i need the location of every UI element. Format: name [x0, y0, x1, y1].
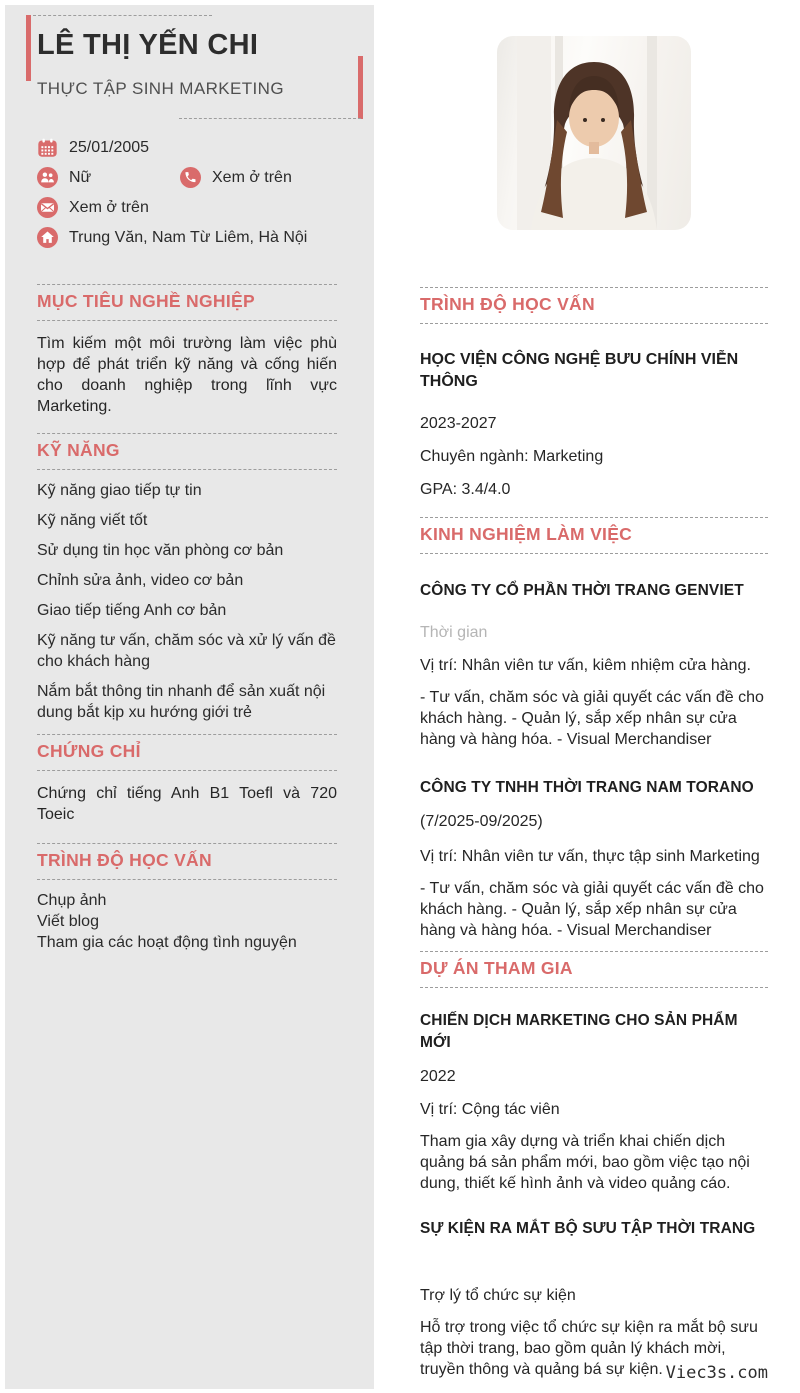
- contact-info: [37, 137, 337, 248]
- objective-heading-block: [37, 284, 337, 321]
- experience-company: CÔNG TY CỔ PHẦN THỜI TRANG GENVIET: [420, 582, 744, 599]
- profile-photo: [497, 36, 691, 230]
- skill-item: Kỹ năng tư vấn, chăm sóc và xử lý vấn đề cho khách hàng: [37, 632, 336, 670]
- right-column: [374, 0, 800, 1393]
- project-time: [420, 1252, 768, 1273]
- education-school: HỌC VIỆN CÔNG NGHỆ BƯU CHÍNH VIỄN THÔNG: [420, 351, 739, 390]
- contact-row-dob: [37, 137, 337, 158]
- section-objective: [37, 284, 337, 417]
- gender-value: Nữ: [69, 168, 92, 186]
- projects-heading-block: [420, 951, 768, 988]
- calendar-icon: [37, 137, 58, 158]
- mail-icon: [37, 197, 58, 218]
- interest-item: Tham gia các hoạt động tình nguyện: [37, 934, 297, 951]
- section-interests: [37, 843, 337, 953]
- certificates-heading-block: [37, 734, 337, 771]
- experience-description: - Tư vấn, chăm sóc và giải quyết các vấn đề cho khách hàng. - Quản lý, sắp xếp nhân sự cửa hàng và hàng hóa. - Visual Merchandiser: [420, 880, 764, 939]
- header-accent-bar-right: [358, 56, 363, 119]
- email-value: Xem ở trên: [69, 198, 149, 216]
- section-education: [420, 287, 768, 500]
- skill-item: Kỹ năng viết tốt: [37, 512, 148, 529]
- contact-cell-gender: [37, 167, 180, 188]
- interest-item: Viết blog: [37, 913, 99, 930]
- contact-row-email: [37, 197, 337, 218]
- education-heading: TRÌNH ĐỘ HỌC VẤN: [420, 294, 595, 314]
- interests-heading: TRÌNH ĐỘ HỌC VẤN: [37, 850, 212, 870]
- skill-item: Chỉnh sửa ảnh, video cơ bản: [37, 572, 244, 589]
- project-title: SỰ KIỆN RA MẮT BỘ SƯU TẬP THỜI TRANG: [420, 1220, 756, 1237]
- skills-heading-block: [37, 433, 337, 470]
- project-entry: [420, 1218, 768, 1380]
- left-panel: [5, 5, 374, 1389]
- experience-company: CÔNG TY TNHH THỜI TRANG NAM TORANO: [420, 779, 754, 796]
- people-icon: [37, 167, 58, 188]
- objective-heading: MỤC TIÊU NGHỀ NGHIỆP: [37, 291, 255, 311]
- section-projects: [420, 951, 768, 1380]
- education-major: Chuyên ngành: Marketing: [420, 448, 604, 465]
- phone-icon: [180, 167, 201, 188]
- projects-heading: DỰ ÁN THAM GIA: [420, 958, 573, 978]
- skill-item: Kỹ năng giao tiếp tự tin: [37, 482, 202, 499]
- experience-heading-block: [420, 517, 768, 554]
- dob-value: 25/01/2005: [69, 138, 150, 156]
- experience-position: Vị trí: Nhân viên tư vấn, thực tập sinh Marketing: [420, 848, 760, 865]
- education-years: 2023-2027: [420, 415, 497, 432]
- contact-cell-phone: [180, 167, 292, 188]
- experience-time: (7/2025-09/2025): [420, 813, 543, 830]
- project-entry: [420, 1010, 768, 1194]
- project-position: Vị trí: Cộng tác viên: [420, 1101, 560, 1118]
- home-icon: [37, 227, 58, 248]
- experience-entry: [420, 777, 768, 941]
- skills-heading: KỸ NĂNG: [37, 440, 120, 460]
- education-heading-block: [420, 287, 768, 324]
- phone-value: Xem ở trên: [212, 168, 292, 186]
- contact-row-gender-phone: [37, 167, 337, 188]
- person-job-title: THỰC TẬP SINH MARKETING: [37, 79, 284, 98]
- header-dash-top: [28, 15, 212, 16]
- certificates-heading: CHỨNG CHỈ: [37, 741, 141, 761]
- project-position: Trợ lý tổ chức sự kiện: [420, 1287, 576, 1304]
- header: [5, 15, 374, 119]
- interests-list: [37, 890, 337, 953]
- skill-item: Nắm bắt thông tin nhanh để sản xuất nội dung bắt kịp xu hướng giới trẻ: [37, 683, 326, 721]
- project-time: 2022: [420, 1068, 456, 1085]
- experience-position: Vị trí: Nhân viên tư vấn, kiêm nhiệm cửa hàng.: [420, 657, 751, 674]
- project-description: Tham gia xây dựng và triển khai chiến dịch quảng bá sản phẩm mới, bao gồm việc tạo nội dung, thiết kế hình ảnh và video quảng cáo.: [420, 1133, 750, 1192]
- skill-item: Sử dụng tin học văn phòng cơ bản: [37, 542, 284, 559]
- education-gpa: GPA: 3.4/4.0: [420, 481, 511, 498]
- experience-heading: KINH NGHIỆM LÀM VIỆC: [420, 524, 633, 544]
- contact-row-address: [37, 227, 337, 248]
- experience-entry: [420, 580, 768, 750]
- objective-body: Tìm kiếm một môi trường làm việc phù hợp để phát triển kỹ năng và cống hiến cho doanh nghiệp trong lĩnh vực Marketing.: [37, 335, 337, 415]
- header-accent-bar-left: [26, 15, 31, 81]
- section-skills: [37, 433, 337, 723]
- interest-item: Chụp ảnh: [37, 892, 107, 909]
- skills-list: [37, 480, 337, 723]
- skill-item: Giao tiếp tiếng Anh cơ bản: [37, 602, 227, 619]
- person-name: LÊ THỊ YẾN CHI: [37, 29, 259, 61]
- address-value: Trung Văn, Nam Từ Liêm, Hà Nội: [69, 228, 308, 246]
- interests-heading-block: [37, 843, 337, 880]
- certificates-body: Chứng chỉ tiếng Anh B1 Toefl và 720 Toeic: [37, 785, 337, 823]
- section-certificates: [37, 734, 337, 825]
- experience-description: - Tư vấn, chăm sóc và giải quyết các vấn đề cho khách hàng. - Quản lý, sắp xếp nhân sự cửa hàng và hàng hóa. - Visual Merchandiser: [420, 689, 764, 748]
- section-experience: [420, 517, 768, 941]
- header-dash-bottom: [179, 118, 361, 119]
- project-title: CHIẾN DỊCH MARKETING CHO SẢN PHẨM MỚI: [420, 1012, 738, 1051]
- project-description: Hỗ trợ trong việc tổ chức sự kiện ra mắt bộ sưu tập thời trang, bao gồm quản lý khách mời, truyền thông và quảng bá sự kiện.: [420, 1319, 758, 1378]
- experience-time: Thời gian: [420, 624, 488, 641]
- brand-watermark: Viec3s.com: [665, 1363, 768, 1383]
